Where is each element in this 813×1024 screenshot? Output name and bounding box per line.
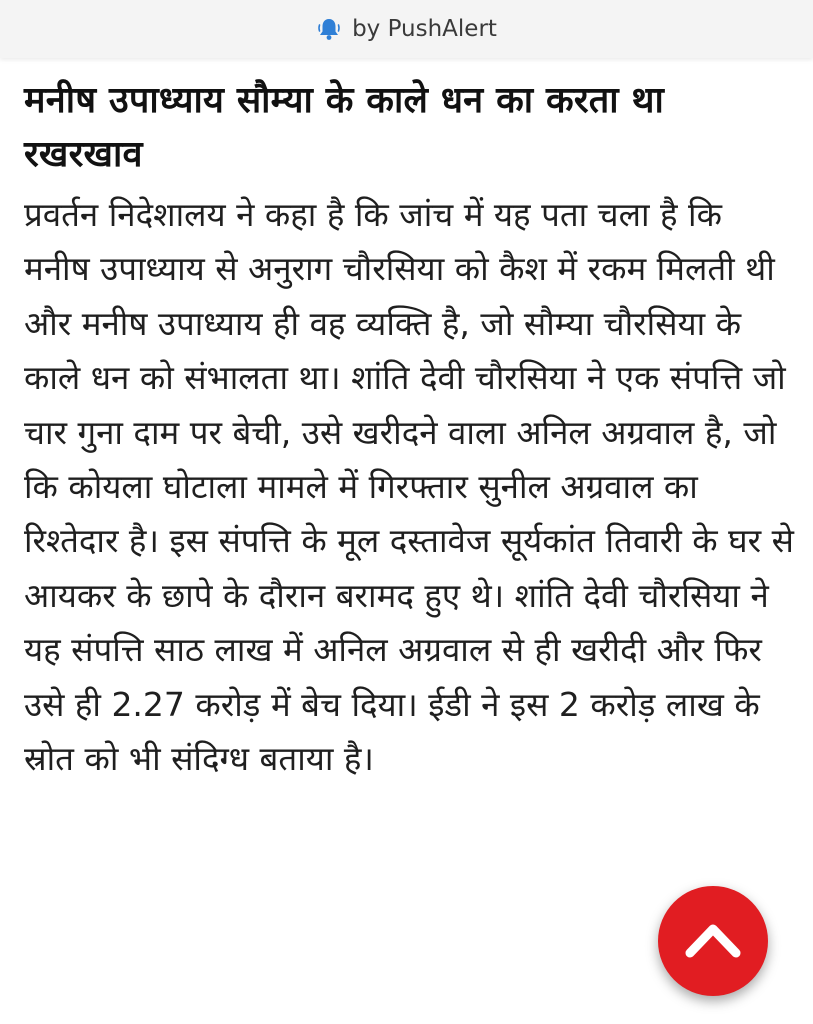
chevron-up-icon [684,919,742,963]
bell-icon [316,16,342,42]
push-alert-bar [0,0,813,58]
brand-label: by PushAlert [352,16,497,42]
article-headline: मनीष उपाध्याय सौम्या के काले धन का करता था रखरखाव [24,80,665,175]
push-alert-brand[interactable] [316,16,497,42]
article-body: प्रवर्तन निदेशालय ने कहा है कि जांच में यह पता चला है कि मनीष उपाध्याय से अनुराग चौरसिया को कैश में रकम मिलती थी और मनीष उपाध्याय ही वह व्यक्ति है, जो सौम्या चौरसिया के काले धन को संभालता था। शांति देवी चौरसिया ने एक संपत्ति जो चार गुना दाम पर बेची, उसे खरीदने वाला अनिल अग्रवाल है, जो कि कोयला घोटाला मामले में गिरफ्तार सुनील अग्रवाल का रिश्तेदार है। इस संपत्ति के मूल दस्तावेज सूर्यकांत तिवारी के घर से आयकर के छापे के दौरान बरामद हुए थे। शांति देवी चौरसिया ने यह संपत्ति साठ लाख में अनिल अग्रवाल से ही खरीदी और फिर उसे ही 2.27 करोड़ में बेच दिया। ईडी ने इस 2 करोड़ लाख के स्रोत को भी संदिग्ध बताया है। [24,195,794,779]
scroll-to-top-button[interactable] [658,886,768,996]
article [24,74,794,786]
